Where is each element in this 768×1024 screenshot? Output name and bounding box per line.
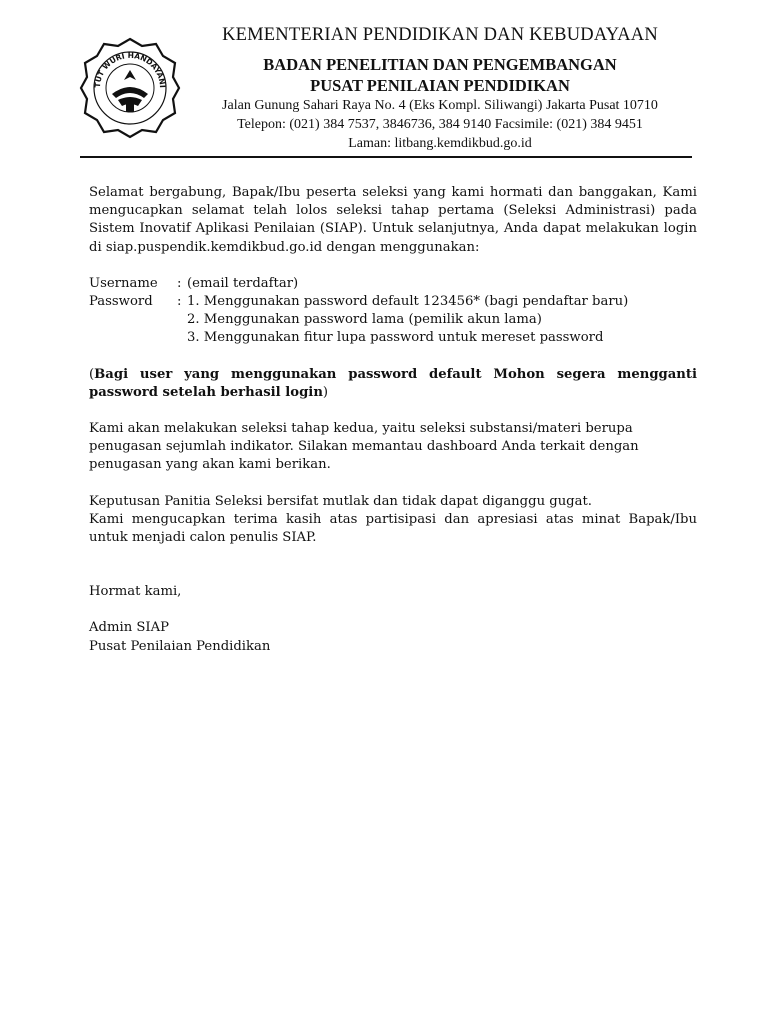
letter-body (89, 184, 697, 656)
password-options (187, 293, 628, 348)
decision-line: Keputusan Panitia Seleksi bersifat mutlak dan tidak dapat diganggu gugat. (89, 493, 592, 509)
website-line: Laman: litbang.kemdikbud.go.id (348, 136, 532, 151)
agency-name: BADAN PENELITIAN DAN PENGEMBANGAN (263, 55, 617, 74)
svg-text:TUT WURI HANDAYANI: TUT WURI HANDAYANI (92, 50, 168, 89)
letterhead-text (190, 22, 690, 153)
ministry-name: KEMENTERIAN PENDIDIKAN DAN KEBUDAYAAN (222, 25, 658, 45)
password-option: 1. Menggunakan password default 123456* (bagi pendaftar baru) (187, 294, 629, 310)
phone-line: Telepon: (021) 384 7537, 3846736, 384 9140 Facsimile: (021) 384 9451 (237, 117, 643, 132)
password-notice (89, 366, 697, 402)
username-colon: : (177, 275, 182, 291)
notice-close-paren: ) (322, 384, 329, 400)
notice-text: Bagi user yang menggunakan password default Mohon segera mengganti password setelah berhasil login (89, 366, 697, 400)
second-stage-paragraph: Kami akan melakukan seleksi tahap kedua, yaitu seleksi substansi/materi berupa penugasan sejumlah indikator. Silakan memantau dashboard Anda terkait dengan penugasan yang akan kami berikan. (89, 421, 639, 473)
address-line: Jalan Gunung Sahari Raya No. 4 (Eks Kompl. Siliwangi) Jakarta Pusat 10710 (222, 98, 658, 113)
password-colon: : (177, 294, 182, 310)
intro-paragraph: Selamat bergabung, Bapak/Ibu peserta seleksi yang kami hormati dan banggakan, Kami mengucapkan selamat telah lolos seleksi tahap pertama (Seleksi Administrasi) pada Sistem Inovatif Aplikasi Penilaian (SIAP). Untuk selanjutnya, Anda dapat melakukan login di siap.puspendik.kemdikbud.go.id dengan menggunakan: (89, 185, 697, 255)
letterhead (78, 22, 692, 154)
username-label: Username (89, 275, 158, 291)
tut-wuri-handayani-logo (78, 36, 182, 140)
password-option: 2. Menggunakan password lama (pemilik akun lama) (187, 312, 542, 328)
signer-organization: Pusat Penilaian Pendidikan (89, 638, 271, 654)
password-label: Password (89, 294, 153, 310)
letterhead-divider (80, 156, 692, 158)
closing-line: Hormat kami, (89, 584, 182, 600)
password-row (89, 293, 697, 348)
signer-name: Admin SIAP (89, 620, 170, 636)
notice-open-paren: ( (89, 366, 95, 382)
password-option: 3. Menggunakan fitur lupa password untuk mereset password (187, 330, 604, 346)
username-row (89, 275, 697, 293)
username-value: (email terdaftar) (187, 275, 299, 291)
center-name: PUSAT PENILAIAN PENDIDIKAN (310, 76, 570, 95)
thanks-paragraph: Kami mengucapkan terima kasih atas partisipasi dan apresiasi atas minat Bapak/Ibu untuk menjadi calon penulis SIAP. (89, 511, 697, 546)
